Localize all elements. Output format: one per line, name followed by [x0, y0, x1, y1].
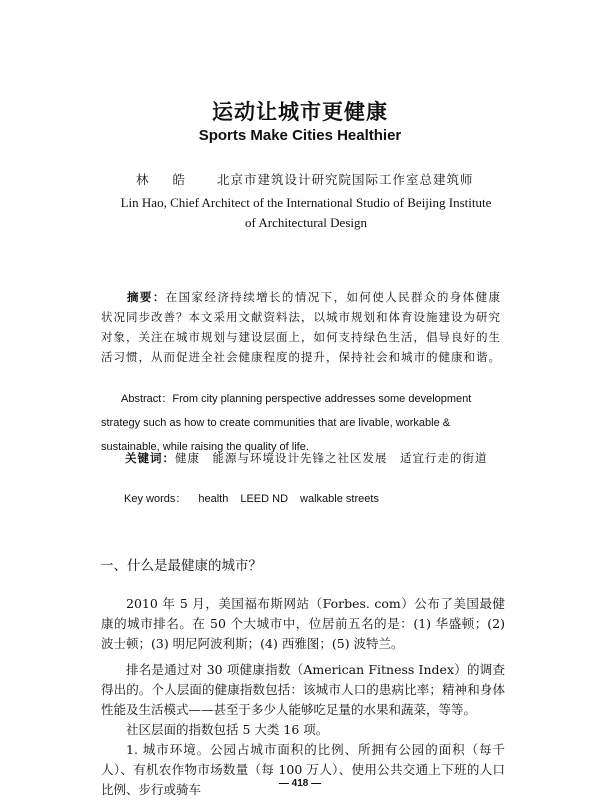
- abstract-text-english: From city planning perspective addresses some development strategy such as how to create communities that are livable, workable & sustainable, while raising the quality of life.: [101, 393, 472, 453]
- title-english: Sports Make Cities Healthier: [198, 127, 402, 144]
- keywords-chinese: [101, 448, 505, 468]
- author-english-line-1: Lin Hao, Chief Architect of the International Studio of Beijing Institute: [120, 195, 492, 210]
- abstract-label-chinese: 摘要：: [127, 290, 166, 304]
- keywords-english: [124, 490, 391, 506]
- author-english-line-2: of Architectural Design: [244, 215, 367, 230]
- keyword-term: health: [198, 493, 229, 505]
- body-paragraph: 排名是通过对 30 项健康指数（American Fitness Index）的调查得出的。个人层面的健康指数包括：该城市人口的患病比率；精神和身体性能及生活模式——甚至于多少人能够吃足量的水果和蔬菜，等等。: [101, 662, 505, 717]
- abstract-label-english: Abstract：: [121, 393, 173, 405]
- keywords-terms-chinese: 健康 能源与环境设计先锋之社区发展 适宜行走的街道: [175, 451, 488, 465]
- body-text: [101, 594, 505, 800]
- keywords-label-chinese: 关键词：: [125, 451, 175, 465]
- body-paragraph: 1. 城市环境。公园占城市面积的比例、所拥有公园的面积（每千人）、有机农作物市场数量（每 100 万人）、使用公共交通上下班的人口比例、步行或骑车: [101, 742, 505, 797]
- keywords-label-english: Key words：: [124, 493, 187, 505]
- abstract-text-chinese: 在国家经济持续增长的情况下，如何使人民群众的身体健康状况同步改善？本文采用文献资料法，以城市规划和体育设施建设为研究对象，关注在城市规划与建设层面上，如何支持绿色生活，倡导良好的生活习惯，从而促进全社会健康程度的提升，保持社会和城市的健康和谐。: [101, 290, 501, 364]
- title-chinese: 运动让城市更健康: [212, 99, 388, 124]
- keyword-term: LEED ND: [240, 493, 289, 505]
- author-chinese: [136, 170, 474, 188]
- section-heading: 一、什么是最健康的城市？: [100, 558, 262, 574]
- keyword-term: walkable streets: [300, 493, 379, 505]
- author-english: [96, 193, 516, 233]
- body-paragraph: 2010 年 5 月，美国福布斯网站（Forbes. com）公布了美国最健康的城市排名。在 50 个大城市中，位居前五名的是：(1) 华盛顿；(2) 波士顿；(3) 明尼阿波利斯；(4) 西雅图；(5) 波特兰。: [101, 596, 505, 651]
- page-number: — 418 —: [278, 778, 322, 789]
- author-affiliation-chinese: 北京市建筑设计研究院国际工作室总建筑师: [216, 172, 474, 187]
- body-paragraph: 社区层面的指数包括 5 大类 16 项。: [126, 722, 329, 737]
- author-name-chinese: 林 皓: [136, 172, 195, 187]
- abstract-chinese: [101, 287, 501, 367]
